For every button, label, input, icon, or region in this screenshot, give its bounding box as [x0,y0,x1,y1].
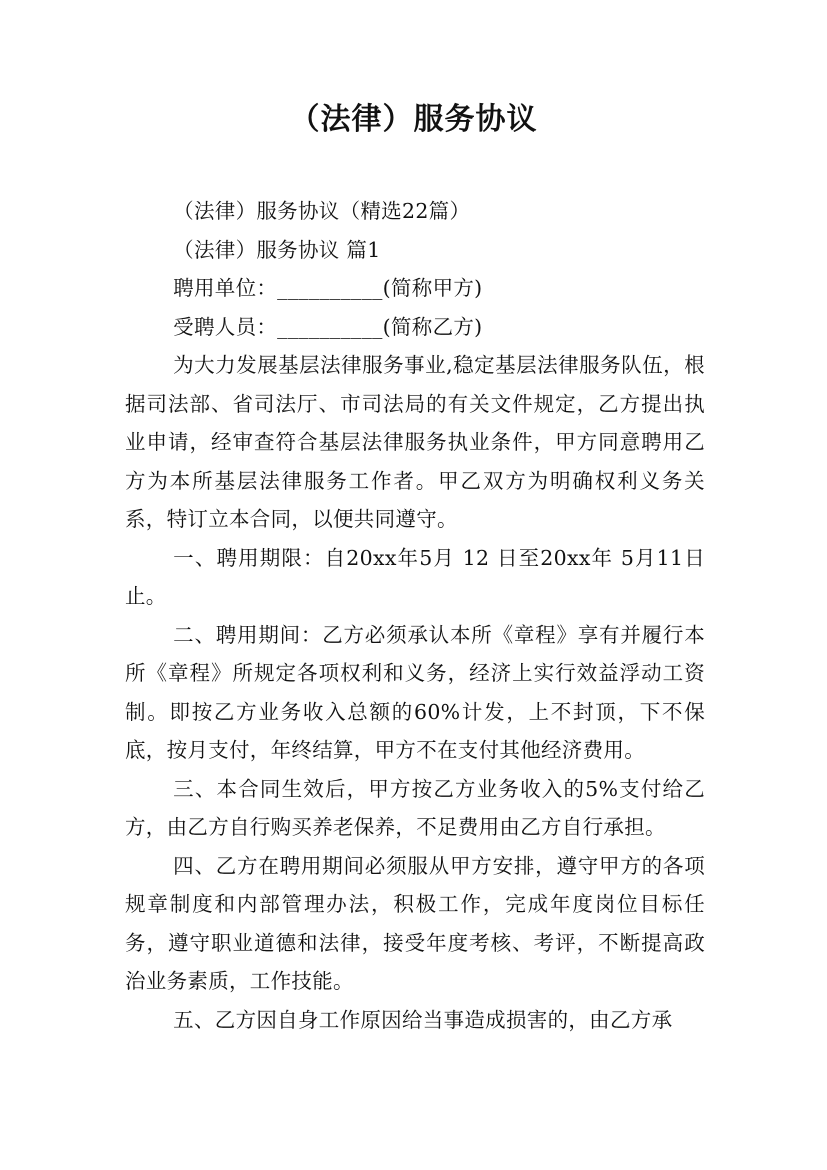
clause-5-paragraph: 五、乙方因自身工作原因给当事造成损害的，由乙方承 [173,1007,673,1032]
document-body [125,192,705,1039]
employer-line: 聘用单位：__________(简称甲方) [173,276,483,300]
employee-line: 受聘人员：__________(简称乙方) [173,314,483,339]
preamble-paragraph: 为大力发展基层法律服务事业,稳定基层法律服务队伍，根据司法部、省司法厅、市司法局的有关文件规定，乙方提出执业申请，经审查符合基层法律服务执业条件，甲方同意聘用乙方为本所基层法律服务工作者。甲乙双方为明确权利义务关系，特订立本合同，以便共同遵守。 [125,353,705,531]
clause-4-paragraph: 四、乙方在聘用期间必须服从甲方安排，遵守甲方的各项规章制度和内部管理办法，积极工作，完成年度岗位目标任务，遵守职业道德和法律，接受年度考核、考评，不断提高政治业务素质，工作技能。 [125,853,705,993]
document-title: （法律）服务协议 [289,102,538,137]
clause-3-paragraph: 三、本合同生效后，甲方按乙方业务收入的5%支付给乙方，由乙方自行购买养老保养，不足费用由乙方自行承担。 [125,776,705,839]
clause-2-paragraph: 二、聘用期间：乙方必须承认本所《章程》享有并履行本所《章程》所规定各项权利和义务，经济上实行效益浮动工资制。即按乙方业务收入总额的60%计发，上不封顶，下不保底，按月支付，年终结算，甲方不在支付其他经济费用。 [125,622,705,762]
clause-1-paragraph: 一、聘用期限：自20xx年5月 12 日至20xx年 5月11日止。 [125,545,705,608]
section-heading: （法律）服务协议 篇1 [173,237,381,262]
subtitle-paragraph: （法律）服务协议（精选22篇） [173,199,471,223]
